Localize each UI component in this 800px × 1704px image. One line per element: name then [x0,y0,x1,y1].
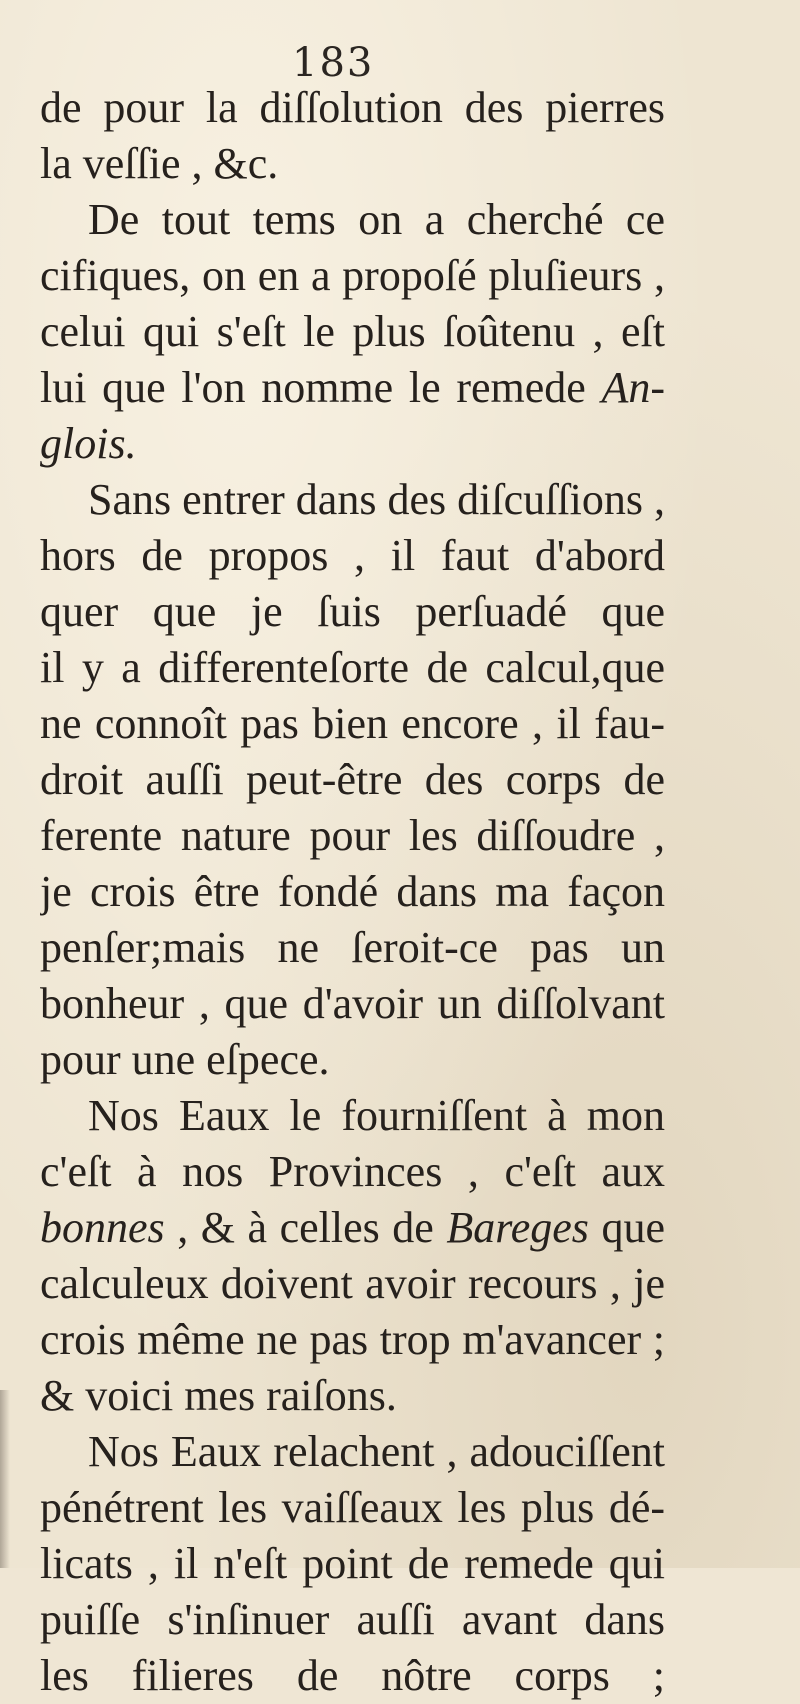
line-text: & voici mes raiſons. [40,1371,397,1420]
text-line [40,1592,665,1648]
line-text: hors de propos , il faut d'abord [40,531,665,580]
page-number: 183 [292,40,375,86]
text-line [40,640,665,696]
line-text: ne connoît pas bien encore , il fau- [40,699,665,748]
italic-text: bonnes [40,1203,165,1252]
text-line [40,1144,665,1200]
line-text: je crois être fondé dans ma façon [40,867,665,916]
line-text: celui qui s'eſt le plus ſoûtenu , eſt [40,307,665,356]
text-line [40,80,665,136]
text-line [40,584,665,640]
line-text: calculeux doivent avoir recours , je [40,1259,665,1308]
text-line [40,528,665,584]
line-text: licats , il n'eſt point de remede qui [40,1539,665,1588]
page-edge-shadow [0,1390,10,1568]
text-line [40,1480,665,1536]
line-text: ferente nature pour les diſſoudre , [40,811,665,860]
text-line [40,136,665,192]
line-text: pour une eſpece. [40,1035,330,1084]
line-text: puiſſe s'inſinuer auſſi avant dans [40,1595,665,1644]
line-text: De tout tems on a cherché ce [88,195,665,244]
line-text: Nos Eaux relachent , adouciſſent [88,1427,665,1476]
text-line [40,1368,665,1424]
line-text: quer que je ſuis perſuadé que [40,587,665,636]
text-line [40,976,665,1032]
text-line [40,192,665,248]
body-text [40,80,665,1704]
line-text: la veſſie , &c. [40,139,279,188]
line-text: pénétrent les vaiſſeaux les plus dé- [40,1483,665,1532]
italic-text: An- [601,363,665,412]
text-line [40,1648,665,1704]
text-line [40,1200,665,1256]
italic-text: Bareges [446,1203,589,1252]
line-text: Nos Eaux le fourniſſent à mon [88,1091,665,1140]
line-text: de pour la diſſolution des pierres [40,83,665,132]
text-line [40,1088,665,1144]
line-text: lui que l'on nomme le remede [40,363,586,412]
text-line [40,1312,665,1368]
line-text: que [601,1203,665,1252]
line-text: crois même ne pas trop m'avancer ; [40,1315,665,1364]
line-text: bonheur , que d'avoir un diſſolvant [40,979,665,1028]
text-line [40,304,665,360]
text-line [40,696,665,752]
text-line [40,864,665,920]
line-text: les filieres de nôtre corps ; [40,1651,665,1700]
line-text: il y a differenteſorte de calcul,que [40,643,665,692]
line-text: droit auſſi peut-être des corps de [40,755,665,804]
line-text: c'eſt à nos Provinces , c'eſt aux [40,1147,665,1196]
text-line [40,248,665,304]
text-line [40,808,665,864]
text-line [40,1424,665,1480]
text-line [40,920,665,976]
text-line [40,416,665,472]
text-line [40,1032,665,1088]
text-line [40,360,665,416]
line-text: cifiques, on en a propoſé pluſieurs , [40,251,665,300]
line-text: , & à celles de [164,1203,434,1252]
text-line [40,472,665,528]
line-text: penſer;mais ne ſeroit-ce pas un [40,923,665,972]
text-line [40,1536,665,1592]
italic-text: glois. [40,419,137,468]
text-line [40,1256,665,1312]
line-text: Sans entrer dans des diſcuſſions , [88,475,665,524]
text-line [40,752,665,808]
